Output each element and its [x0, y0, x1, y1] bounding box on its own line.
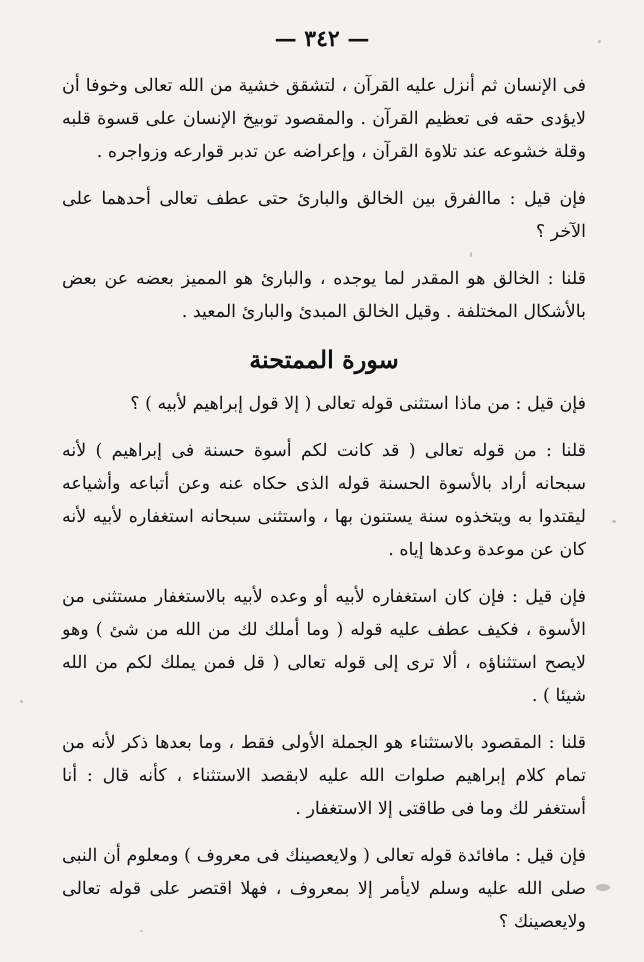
paragraph: قلنا : المقصود بالاستثناء هو الجملة الأولى فقط ، وما بعدها ذكر لأنه من تمام كلام إبراهيم صلوات الله عليه لابقصد الاستثناء ، كأنه قال : أنا أستغفر لك وما فى طاقتى إلا الاستغفار .	[62, 733, 586, 819]
paper-speck	[612, 520, 616, 523]
paragraph: فإن قيل : مافائدة قوله تعالى ( ولايعصينك فى معروف ) ومعلوم أن النبى صلى الله عليه وسلم لايأمر إلا بمعروف ، فهلا اقتصر على قوله تعالى ولايعصينك ؟	[62, 846, 586, 932]
paragraph: فإن قيل : ماالفرق بين الخالق والبارئ حتى عطف تعالى أحدهما على الآخر ؟	[62, 189, 586, 242]
paragraph: قلنا : الخالق هو المقدر لما يوجده ، والبارئ هو المميز بعضه عن بعض بالأشكال المختلفة . وقيل الخالق المبدئ والبارئ المعيد .	[62, 269, 586, 322]
page-number: — ٣٤٢ —	[274, 26, 370, 52]
page-text	[62, 70, 586, 953]
paragraph: فى الإنسان ثم أنزل عليه القرآن ، لتشقق خشية من الله تعالى وخوفا أن لايؤدى حقه فى تعظيم القرآن . والمقصود توبيخ الإنسان على قسوة قلبه وقلة خشوعه عند تلاوة القرآن ، وإعراضه عن تدبر قوارعه وزواجره .	[62, 76, 586, 162]
surah-title: سورة الممتحنة	[249, 345, 399, 374]
paper-speck	[20, 700, 23, 703]
paragraph: فإن قيل : فإن كان استغفاره لأبيه أو وعده لأبيه بالاستغفار مستثنى من الأسوة ، فكيف عطف عليه قوله ( وما أملك لك من الله من شئ ) وهو لايصح استثناؤه ، ألا ترى إلى قوله تعالى ( قل فمن يملك لكم من الله شيئا ) .	[62, 587, 586, 706]
paragraph: قلنا : من قوله تعالى ( قد كانت لكم أسوة حسنة فى إبراهيم ) لأنه سبحانه أراد بالأسوة الحسنة قوله الذى حكاه عنه وعن أتباعه وأشياعه ليقتدوا به ويتخذوه سنة يستنون بها ، واستثنى سبحانه استغفاره لأبيه لأنه كان عن موعدة وعدها إياه .	[62, 441, 586, 560]
paper-speck	[596, 884, 610, 891]
paragraph: فإن قيل : من ماذا استثنى قوله تعالى ( إلا قول إبراهيم لأبيه ) ؟	[130, 394, 586, 414]
